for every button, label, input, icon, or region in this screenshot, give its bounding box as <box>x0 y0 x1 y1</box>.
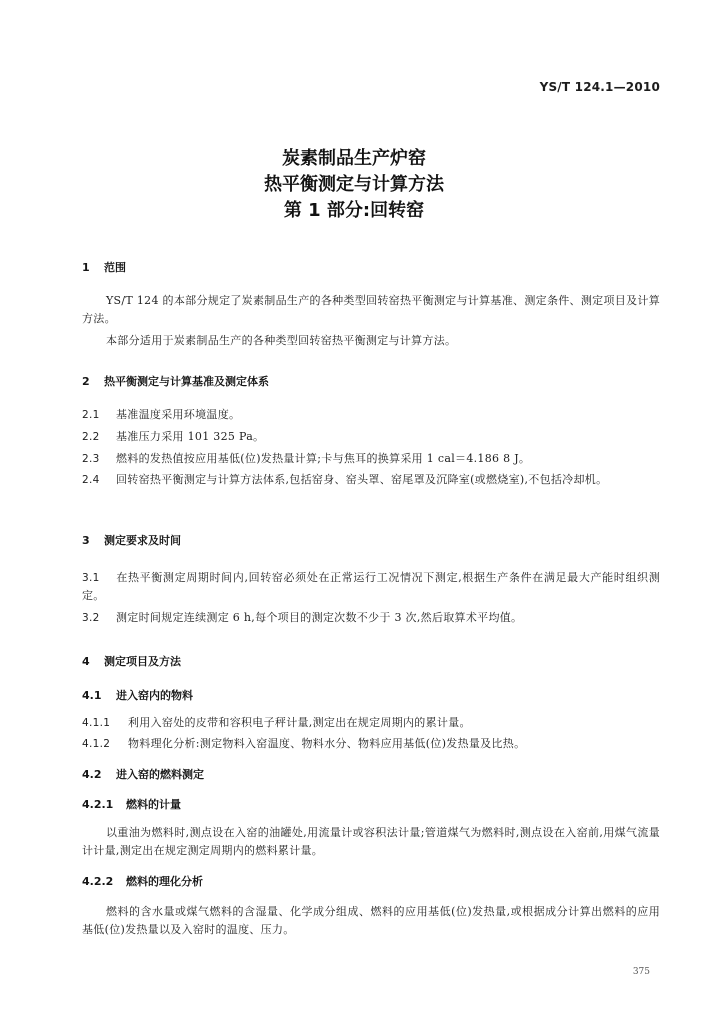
page-number: 375 <box>632 967 650 977</box>
title-line-3: 第 1 部分:回转窑 <box>283 200 425 221</box>
clause-text: 物料理化分析:测定物料入窑温度、物料水分、物料应用基低(位)发热量及比热。 <box>128 737 526 750</box>
subsection-4-2-1-heading <box>82 796 181 812</box>
section-2-heading <box>82 373 269 389</box>
subsection-title: 进入窑内的物料 <box>116 689 193 702</box>
clause-number: 4.1.2 <box>82 738 111 750</box>
clause-4-2-2-paragraph: 燃料的含水量或煤气燃料的含湿量、化学成分组成、燃料的应用基低(位)发热量,或根据成分计算出燃料的应用基低(位)发热量以及入窑时的温度、压力。 <box>82 905 660 936</box>
standard-number: YS/T 124.1—2010 <box>539 80 660 94</box>
clause-2-2 <box>82 428 660 446</box>
clause-number: 3.1 <box>82 572 100 584</box>
clause-number: 3.2 <box>82 612 100 624</box>
clause-3-2 <box>82 609 660 627</box>
section-number: 3 <box>82 534 90 547</box>
subsection-4-2-heading <box>82 766 204 782</box>
section-title: 范围 <box>104 261 126 274</box>
section-1-paragraph-2: 本部分适用于炭素制品生产的各种类型回转窑热平衡测定与计算方法。 <box>106 334 457 347</box>
clause-text: 基准压力采用 101 325 Pa。 <box>116 430 265 443</box>
section-title: 热平衡测定与计算基准及测定体系 <box>104 375 269 388</box>
clause-number: 4.1.1 <box>82 717 111 729</box>
clause-3-1 <box>82 569 660 605</box>
subsection-number: 4.2.2 <box>82 875 114 888</box>
clause-2-4 <box>82 471 660 489</box>
section-title: 测定项目及方法 <box>104 655 181 668</box>
section-number: 4 <box>82 655 90 668</box>
clause-number: 2.2 <box>82 431 100 443</box>
clause-text: 在热平衡测定周期时间内,回转窑必须处在正常运行工况情况下测定,根据生产条件在满足最大产能时组织测定。 <box>82 571 660 602</box>
clause-text: 利用入窑处的皮带和容积电子秤计量,测定出在规定周期内的累计量。 <box>128 716 471 729</box>
subsection-number: 4.2 <box>82 768 102 781</box>
title-line-1: 炭素制品生产炉窑 <box>282 148 426 169</box>
document-title <box>0 146 708 224</box>
title-line-2: 热平衡测定与计算方法 <box>264 174 444 195</box>
clause-2-3 <box>82 450 660 468</box>
clause-text: 回转窑热平衡测定与计算方法体系,包括窑身、窑头罩、窑尾罩及沉降室(或燃烧室),不包括冷却机。 <box>116 473 608 486</box>
subsection-4-1-heading <box>82 687 193 703</box>
clause-number: 2.4 <box>82 474 100 486</box>
section-title: 测定要求及时间 <box>104 534 181 547</box>
subsection-4-2-2-heading <box>82 873 203 889</box>
section-1-paragraph-1: YS/T 124 的本部分规定了炭素制品生产的各种类型回转窑热平衡测定与计算基准、测定条件、测定项目及计算方法。 <box>82 294 660 325</box>
clause-text: 测定时间规定连续测定 6 h,每个项目的测定次数不少于 3 次,然后取算术平均值。 <box>116 611 523 624</box>
subsection-title: 进入窑的燃料测定 <box>116 768 204 781</box>
clause-number: 2.1 <box>82 409 100 421</box>
subsection-number: 4.2.1 <box>82 798 114 811</box>
clause-4-1-2 <box>82 735 660 753</box>
clause-4-2-1-paragraph: 以重油为燃料时,测点设在入窑的油罐处,用流量计或容积法计量;管道煤气为燃料时,测点设在入窑前,用煤气流量计计量,测定出在规定测定周期内的燃料累计量。 <box>82 826 660 857</box>
subsection-title: 燃料的计量 <box>126 798 181 811</box>
section-3-heading <box>82 532 181 548</box>
clause-number: 2.3 <box>82 453 100 465</box>
clause-text: 燃料的发热值按应用基低(位)发热量计算;卡与焦耳的换算采用 1 cal＝4.186 8 J。 <box>116 452 531 465</box>
clause-text: 基准温度采用环境温度。 <box>116 408 241 421</box>
clause-2-1 <box>82 406 660 424</box>
subsection-number: 4.1 <box>82 689 102 702</box>
section-4-heading <box>82 653 181 669</box>
clause-4-1-1 <box>82 714 660 732</box>
section-number: 2 <box>82 375 90 388</box>
section-1-heading <box>82 259 126 275</box>
subsection-title: 燃料的理化分析 <box>126 875 203 888</box>
section-number: 1 <box>82 261 90 274</box>
